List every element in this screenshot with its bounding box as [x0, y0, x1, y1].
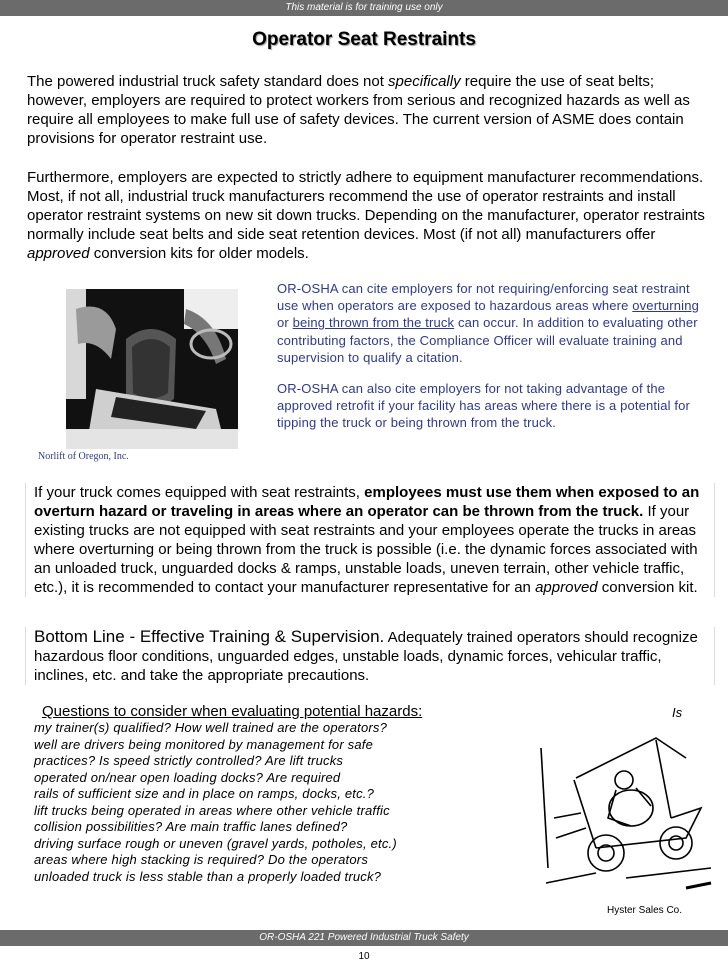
header-banner: This material is for training use only — [0, 0, 728, 16]
seat-restraint-paragraph: If your truck comes equipped with seat restraints, employees must use them when exposed to an overturn hazard or traveling in areas where an operator can be thrown from the truck. If your existing trucks are not equipped with seat restraints and your employees operate the trucks in areas where overturning or being thrown from the truck is possible (i.e. the dynamic forces associated with an unloaded truck, unguarded docks & ramps, unstable loads, uneven terrain, other vehicle traffic, etc.), it is recommended to contact your manufacturer representative for an approved conversion kit. — [25, 483, 715, 597]
question-line: areas where high stacking is required? Do the operators — [34, 852, 369, 867]
bottom-line-heading: Bottom Line - Effective Training & Supervision. — [34, 627, 385, 646]
footer-banner: OR-OSHA 221 Powered Industrial Truck Safety — [0, 930, 728, 946]
question-line: practices? Is speed strictly controlled? Are lift trucks — [34, 753, 344, 768]
question-line: collision possibilities? Are main traffic lanes defined? — [34, 819, 348, 834]
question-line: lift trucks being operated in areas where other vehicle traffic — [34, 802, 390, 818]
forklift-illustration — [536, 718, 716, 896]
manufacturer-paragraph: Furthermore, employers are expected to strictly adhere to equipment manufacturer recommendations. Most, if not all, industrial truck manufacturers recommend the use of operator restraints and install operator restraint systems on new sit down trucks. Depending on the manufacturer, operator restraints normally include seat belts and side seat retention devices. Most (if not all) manufacturers offer approved conversion kits for older models. — [27, 169, 705, 262]
page-title: Operator Seat Restraints — [252, 29, 476, 50]
thrown-from-truck-link[interactable]: being thrown from the truck — [292, 315, 455, 331]
question-line: operated on/near open loading docks? Are required — [34, 769, 341, 785]
question-line: well are drivers being monitored by management for safe — [34, 736, 374, 752]
intro-paragraph: The powered industrial truck safety standard does not specifically require the use of seat belts; however, employers are required to protect workers from serious and recognized hazards as well as require all employees to make full use of safety devices. The current version of ASME does contain provisions for operator restraint use. — [27, 73, 690, 147]
overturning-link[interactable]: overturning — [632, 298, 699, 314]
question-line: rails of sufficient size and in place on ramps, docks, etc.? — [34, 786, 375, 801]
questions-is-word: Is — [672, 705, 683, 720]
question-line: unloaded truck is less stable than a properly loaded truck? — [34, 868, 382, 884]
photo-credit: Norlift of Oregon, Inc. — [38, 451, 129, 462]
retrofit-callout: OR-OSHA can also cite employers for not taking advantage of the approved retrofit if your facility has areas where there is a potential for tipping the truck or being thrown from the truck. — [277, 381, 691, 431]
question-line: my trainer(s) qualified? How well trained are the operators? — [34, 720, 388, 735]
bottom-line-paragraph: Bottom Line - Effective Training & Supervision. Adequately trained operators should recognize hazardous floor conditions, unguarded edges, unstable loads, dynamic forces, vehicular traffic, inclines, etc. and take the appropriate precautions. — [25, 627, 715, 685]
seat-restraint-photo — [66, 289, 238, 449]
questions-list — [34, 720, 454, 885]
questions-heading: Questions to consider when evaluating potential hazards: — [42, 703, 423, 720]
question-line: driving surface rough or uneven (gravel yards, potholes, etc.) — [34, 835, 397, 851]
citation-callout: OR-OSHA can cite employers for not requiring/enforcing seat restraint use when operators are exposed to hazardous areas where overturning or being thrown from the truck can occur. In addition to evaluating other contributing factors, the Compliance Officer will evaluate training and supervision to qualify a citation. — [277, 281, 699, 365]
page-number: 10 — [358, 951, 370, 962]
forklift-credit: Hyster Sales Co. — [607, 905, 683, 916]
